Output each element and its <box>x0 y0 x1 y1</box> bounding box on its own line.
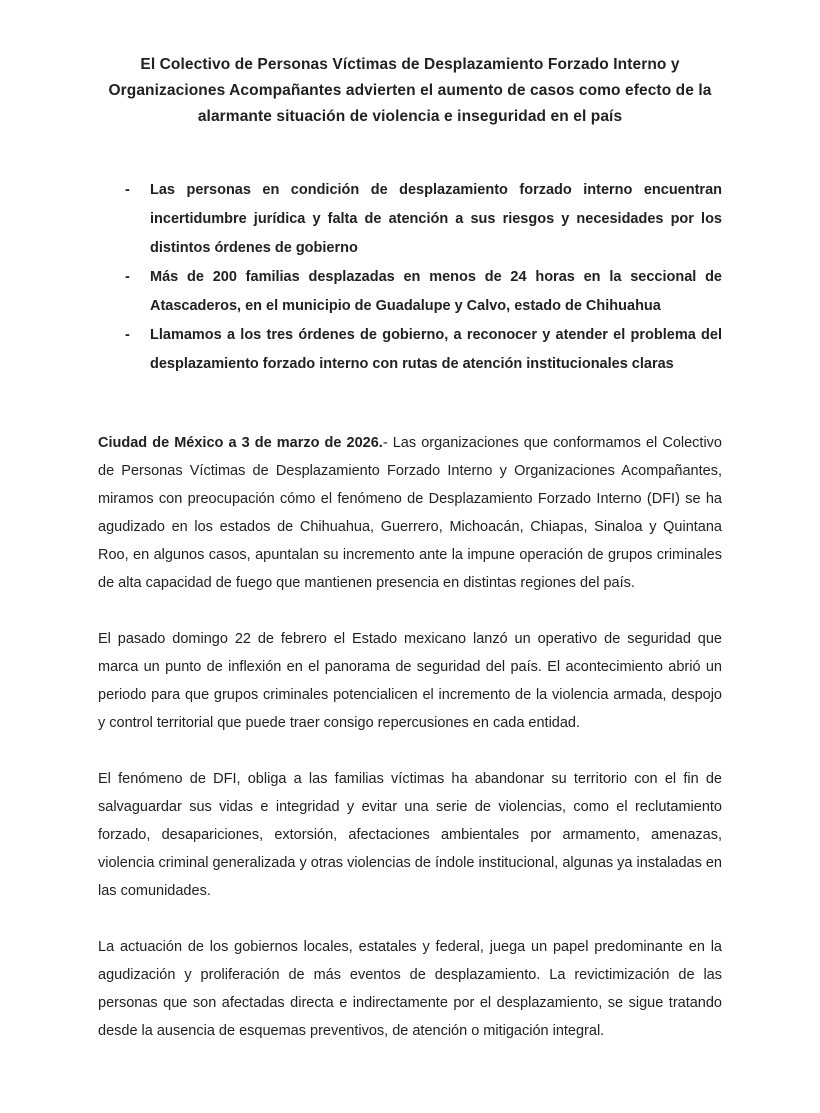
body-paragraph: El pasado domingo 22 de febrero el Estado mexicano lanzó un operativo de seguridad que marca un punto de inflexión en el panorama de seguridad del país. El acontecimiento abrió un periodo para que grupos criminales potencialicen el incremento de la violencia armada, despojo y control territorial que puede traer consigo repercusiones en cada entidad. <box>98 631 722 731</box>
document-title: El Colectivo de Personas Víctimas de Desplazamiento Forzado Interno y Organizaciones Acompañantes advierten el aumento de casos como efecto de la alarmante situación de violencia e inseguridad en el país <box>108 56 712 125</box>
bullet-item <box>98 321 722 379</box>
bullet-marker: - <box>125 182 130 198</box>
bullet-marker: - <box>125 269 130 285</box>
dateline: Ciudad de México a 3 de marzo de 2026. <box>98 435 383 451</box>
bullet-text: Las personas en condición de desplazamiento forzado interno encuentran incertidumbre jurídica y falta de atención a sus riesgos y necesidades por los distintos órdenes de gobierno <box>150 182 722 256</box>
bullet-text: Llamamos a los tres órdenes de gobierno, a reconocer y atender el problema del desplazamiento forzado interno con rutas de atención institucionales claras <box>150 327 722 372</box>
intro-paragraph-text: - Las organizaciones que conformamos el Colectivo de Personas Víctimas de Desplazamiento Forzado Interno y Organizaciones Acompañantes, miramos con preocupación cómo el fenómeno de Desplazamiento Forzado Interno (DFI) se ha agudizado en los estados de Chihuahua, Guerrero, Michoacán, Chiapas, Sinaloa y Quintana Roo, en algunos casos, apuntalan su incremento ante la impune operación de grupos criminales de alta capacidad de fuego que mantienen presencia en distintas regiones del país. <box>98 435 722 591</box>
bullet-marker: - <box>125 327 130 343</box>
body-paragraph: La actuación de los gobiernos locales, estatales y federal, juega un papel predominante en la agudización y proliferación de más eventos de desplazamiento. La revictimización de las personas que son afectadas directa e indirectamente por el desplazamiento, se sigue tratando desde la ausencia de esquemas preventivos, de atención o mitigación integral. <box>98 939 722 1039</box>
bullet-item <box>98 176 722 263</box>
body-paragraph: El fenómeno de DFI, obliga a las familias víctimas ha abandonar su territorio con el fin de salvaguardar sus vidas e integridad y evitar una serie de violencias, como el reclutamiento forzado, desapariciones, extorsión, afectaciones ambientales por armamento, amenazas, violencia criminal generalizada y otras violencias de índole institucional, algunas ya instaladas en las comunidades. <box>98 771 722 899</box>
summary-bullet-list <box>98 176 722 379</box>
bullet-item <box>98 263 722 321</box>
intro-paragraph <box>98 429 722 597</box>
bullet-text: Más de 200 familias desplazadas en menos de 24 horas en la seccional de Atascaderos, en el municipio de Guadalupe y Calvo, estado de Chihuahua <box>150 269 722 314</box>
